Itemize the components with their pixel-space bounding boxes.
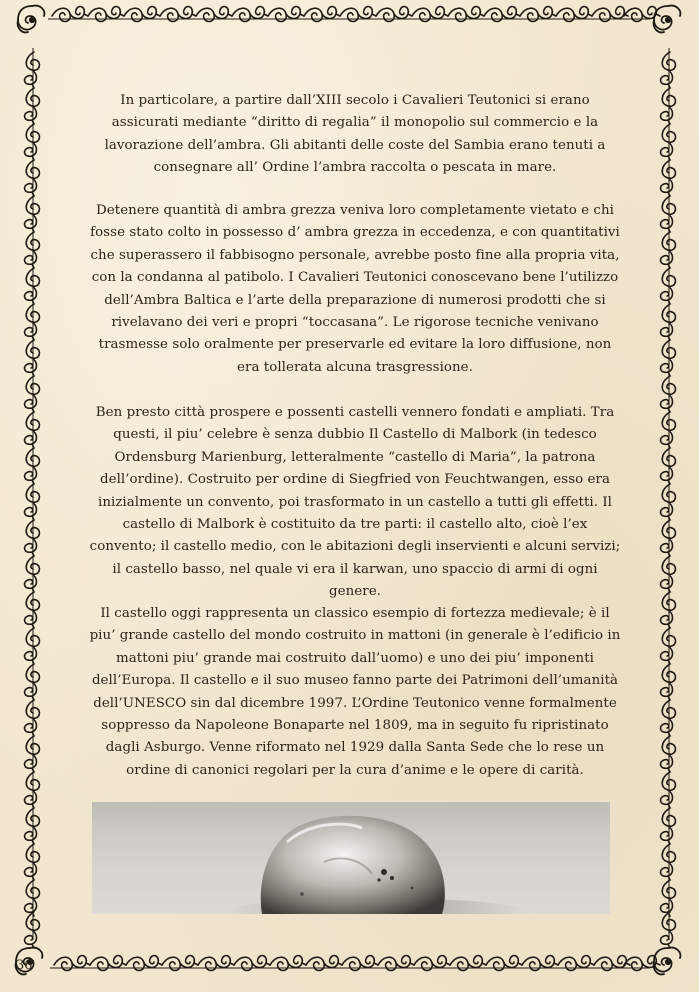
corner-ornament-bottom-right: [654, 948, 681, 975]
corner-ornament-top-left: [18, 6, 45, 33]
paragraph-1: In particolare, a partire dall’XIII secolo i Cavalieri Teutonici si erano assicurati mediante “diritto di regalia” il monopolio sul commercio e la lavorazione dell’ambra. Gli abitanti delle coste del Sambia erano tenuti a consegnare all’ Ordine l’ambra raccolta o pescata in mare.: [104, 93, 606, 176]
paragraph-4-block: [88, 603, 622, 782]
amber-stone-image: [92, 802, 610, 914]
page-number: 36: [16, 958, 33, 973]
border-right: [661, 48, 676, 948]
corner-ornament-top-right: [654, 6, 681, 33]
paragraph-2-block: [88, 200, 622, 379]
border-left: [25, 48, 40, 948]
paragraph-1-block: [88, 90, 622, 180]
amber-stone-photo: [92, 802, 610, 914]
border-bottom: [50, 956, 660, 971]
paragraph-2: Detenere quantità di ambra grezza veniva loro completamente vietato e chi fosse stato colto in possesso d’ ambra grezza in eccedenza, e con quantitativi che superassero il fabbisogno personale, avrebbe posto fine alla propria vita, con la condanna al patibolo. I Cavalieri Teutonici conoscevano bene l’utilizzo dell’Ambra Baltica e l’arte della preparazione di numerosi prodotti che si rivelavano dei veri e propri “toccasana”. Le rigorose tecniche venivano trasmesse solo oralmente per preservarle ed evitare la loro diffusione, non era tollerata alcuna trasgressione.: [90, 203, 620, 375]
paragraph-4: Il castello oggi rappresenta un classico esempio di fortezza medievale; è il piu’ grande castello del mondo costruito in mattoni (in generale è l’edificio in mattoni piu’ grande mai costruito dall’uomo) e uno dei piu’ imponenti dell’Europa. Il castello e il suo museo fanno parte dei Patrimoni dell’umanità dell’UNESCO sin dal dicembre 1997. L’Ordine Teutonico venne formalmente soppresso da Napoleone Bonaparte nel 1809, ma in seguito fu ripristinato dagli Asburgo. Venne riformato nel 1929 dalla Santa Sede che lo rese un ordine di canonici regolari per la cura d’anime e le opere di carità.: [89, 606, 621, 778]
paragraph-3: Ben presto città prospere e possenti castelli vennero fondati e ampliati. Tra questi, il piu’ celebre è senza dubbio Il Castello di Malbork (in tedesco Ordensburg Marienburg, letteralmente “castello di Maria”, la patrona dell’ordine). Costruito per ordine di Siegfried von Feuchtwangen, esso era inizialmente un convento, poi trasformato in un castello a tutti gli effetti. Il castello di Malbork è costituito da tre parti: il castello alto, cioè l’ex convento; il castello medio, con le abitazioni degli inservienti e alcuni servizi; il castello basso, nel quale vi era il karwan, uno spaccio di armi di ogni genere.: [89, 405, 621, 600]
border-top: [48, 7, 660, 22]
paragraph-3-block: [88, 402, 622, 604]
